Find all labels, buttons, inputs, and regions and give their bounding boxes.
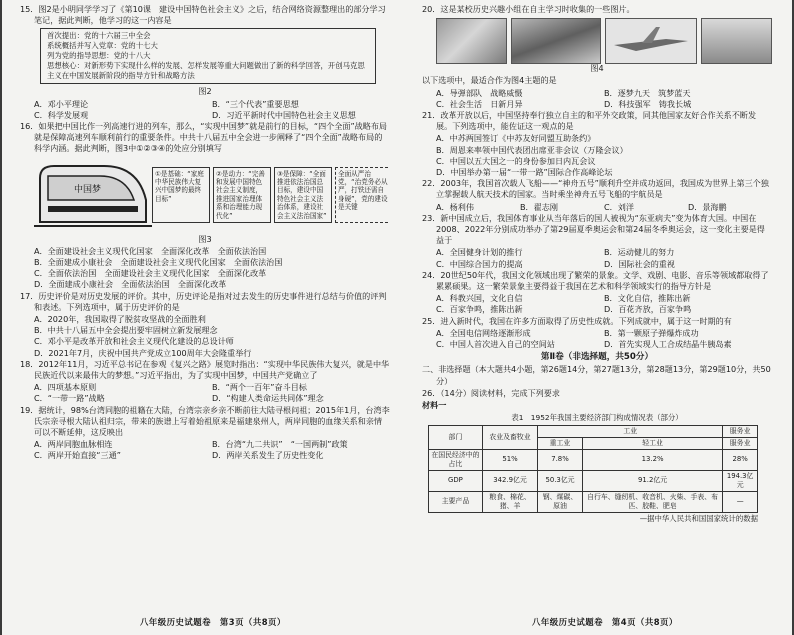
q20-option-c[interactable]: C．社会生活 日新月异 [436, 98, 523, 109]
q23-option-d[interactable]: D．国际社会的重视 [604, 258, 675, 269]
q20-option-d[interactable]: D．科技强军 铸我长城 [604, 98, 692, 109]
material-1-label: 材料一 [422, 400, 447, 411]
q22-option-c[interactable]: C．刘洋 [604, 201, 634, 212]
table-source: —据中华人民共和国国家统计的数据 [639, 513, 758, 523]
figure-4-caption: 图4 [590, 63, 604, 74]
q22-options [422, 202, 772, 213]
share-service: 28% [723, 449, 758, 470]
economy-table [428, 425, 758, 513]
q26-stem: 26．（14分）阅读材料，完成下列要求 [422, 387, 560, 398]
q17-option-a[interactable]: A．2020年，我国取得了脱贫攻坚战的全面胜利 [34, 314, 206, 325]
table-1-caption: 表1 1952年我国主要经济部门构成情况表（部分） [511, 413, 683, 423]
q24-option-b[interactable]: B．文化自信，推陈出新 [604, 293, 691, 304]
q16-option-c[interactable]: C．全面依法治国 全面建设社会主义现代化国家 全面深化改革 [34, 268, 267, 279]
table-row [429, 449, 758, 470]
products-service: — [723, 491, 758, 512]
q25-option-a[interactable]: A．全国电信网络逐渐形成 [436, 327, 531, 338]
q17-options [20, 314, 390, 359]
q22-option-b[interactable]: B．翟志刚 [520, 201, 558, 212]
q24-stem: 24．20世纪50年代，我国文化领域出现了繁荣的景象。文学、戏剧、电影、音乐等领域都取得了累累硕果。这一繁荣景象主要得益于我国在艺术和科学领域实行的指导方针是 [422, 269, 769, 292]
right-page [422, 4, 772, 630]
products-agri: 粮食、棉花、猪、羊 [482, 491, 537, 512]
q22-option-a[interactable]: A．杨利伟 [436, 201, 474, 212]
q20-option-a[interactable]: A．导弹部队 战略威慑 [436, 87, 523, 98]
card-3: ③是保障：“全面推进依法治国总目标，建设中国特色社会主义法治体系，建设社会主义法治国家” [274, 167, 332, 223]
photo-aircraft-carrier [511, 18, 600, 64]
q18-stem: 18．2012年11月，习近平总书记在参观《复兴之路》展览时指出：“实现中华民族伟大复兴，就是中华民族近代以来最伟大的梦想。”习近平指出，为了实现中国梦，中国共产党确立了 [20, 358, 390, 381]
q20-lead: 以下选项中，最适合作为图4主题的是 [422, 75, 557, 86]
q17-option-d[interactable]: D．2021年7月，庆祝中国共产党成立100周年大会隆重举行 [34, 347, 252, 358]
th-light: 轻工业 [582, 437, 722, 449]
q15-options [20, 99, 390, 121]
q25-option-d[interactable]: D．首先实现人工合成结晶牛胰岛素 [604, 339, 732, 350]
q16-stem: 16．如果把中国比作一列高速行进的列车，那么，“实现中国梦”就是前行的目标，“四个全面”战略布局就是保障高速列车顺利前行的重要条件。中共十八届五中全会进一步阐释了“四个全面”战略布局的科学内涵。据此判断，图3中①②③④的处应分别填写 [20, 121, 388, 154]
q15-note-1: 首次提出：党的十六届三中全会 [47, 31, 151, 41]
q21-option-a[interactable]: A．中苏两国签订《中苏友好同盟互助条约》 [436, 133, 596, 144]
q16-option-b[interactable]: B．全面建成小康社会 全面建设社会主义现代化国家 全面依法治国 [34, 257, 283, 268]
gdp-light: 91.2亿元 [582, 470, 722, 491]
q18-option-d[interactable]: D．“构建人类命运共同体”理念 [212, 393, 324, 404]
gdp-heavy: 50.3亿元 [538, 470, 583, 491]
share-heavy: 7.8% [538, 449, 583, 470]
q21-option-b[interactable]: B．周恩来率领中国代表团出席亚非会议（万隆会议） [436, 144, 628, 155]
row-gdp-label: GDP [429, 470, 483, 491]
q15-option-b[interactable]: B．“三个代表”重要思想 [212, 98, 299, 109]
q22-stem: 22．2003年，我国首次载人飞船——“神舟五号”顺利升空并成功返回，我国成为世界上第三个独立掌握载人航天技术的国家。当时乘坐神舟五号飞船的宇航员是 [422, 178, 769, 200]
q19-stem: 19．据统计，98%台湾同胞的祖籍在大陆，台湾宗亲乡亲不断前往大陆寻根问祖；2015年1月，台湾李氏宗亲寻根大陆认祖归宗，带来的族谱上写着始祖原来是福建泉州人，两岸同胞的血缘关系和亲情可以不断延伸，这反映出 [20, 404, 390, 438]
q22-option-d[interactable]: D．景海鹏 [688, 201, 727, 212]
left-page [20, 4, 390, 630]
q23-option-a[interactable]: A．全国健身计划的推行 [436, 247, 523, 258]
train-drawing [34, 160, 152, 230]
q17-stem: 17．历史评价是对历史发展的评价。其中，历史评论是指对过去发生的历史事件进行总结与价值的评判和表述。下列选项中，属于历史评价的是 [20, 290, 387, 312]
q18-option-c[interactable]: C．“一带一路”战略 [34, 393, 105, 404]
figure-3 [34, 158, 390, 232]
q15-note-2: 系统概括并写入党章：党的十七大 [47, 41, 158, 51]
photo-fighter-jet [605, 18, 697, 64]
q21-stem: 21．改革开放以后，中国坚持奉行独立自主的和平外交政策，同其他国家友好合作关系不断发展。下列选项中，能佐证这一观点的是 [422, 110, 757, 132]
q18-option-a[interactable]: A．四项基本原则 [34, 382, 97, 393]
jet-silhouette [606, 19, 696, 63]
figure-3-caption: 图3 [198, 233, 212, 244]
q15-stem: 15．图2是小明同学学习了《第10课 建设中国特色社会主义》之后，结合网络资源整理出的部分学习笔记，据此判断，他学习的这一内容是 [20, 4, 386, 26]
q19-option-c[interactable]: C．两岸开始直接“三通” [34, 450, 121, 461]
table-row [429, 470, 758, 491]
section-2-heading: 二、非选择题（本大题共4小题，第26题14分，第27题13分，第28题13分，第29题10分，共50分） [422, 364, 771, 386]
th-industry: 工业 [538, 425, 723, 437]
share-agri: 51% [482, 449, 537, 470]
q15-notes-box [40, 28, 376, 84]
q16-option-a[interactable]: A．全面建设社会主义现代化国家 全面深化改革 全面依法治国 [34, 245, 267, 256]
th-dept: 部门 [429, 425, 483, 449]
right-page-footer: 八年级历史试题卷 第4页（共8页） [532, 616, 678, 627]
q23-option-c[interactable]: C．中国综合国力的提高 [436, 258, 523, 269]
gdp-service: 194.3亿元 [723, 470, 758, 491]
q15-option-a[interactable]: A．邓小平理论 [34, 98, 89, 109]
q24-options [422, 293, 772, 315]
left-page-footer: 八年级历史试题卷 第3页（共8页） [140, 616, 286, 627]
q23-stem: 23．新中国成立后，我国体育事业从当年落后的国人被视为“东亚病夫”变为体育大国。中国在2008、2022年分别成功举办了第29届夏季奥运会和第24届冬季奥运会，这一变化主要是得益于 [422, 212, 765, 246]
q21-options [422, 133, 772, 178]
q20-option-b[interactable]: B．逐梦九天 筑梦蓝天 [604, 87, 691, 98]
q24-option-d[interactable]: D．百花齐放，百家争鸣 [604, 304, 692, 315]
figure-4-photos [436, 18, 772, 62]
q25-option-c[interactable]: C．中国人首次进入自己的空间站 [436, 339, 555, 350]
train-illustration [34, 160, 152, 230]
card-4: 全面从严治党，“治党务必从严，打铁还需自身硬”，党的建设是关键 [335, 167, 390, 223]
train-label: 中国梦 [74, 184, 102, 195]
photo-rocket-launch [701, 18, 772, 64]
th-service: 服务业 [723, 425, 758, 437]
table-row [429, 491, 758, 512]
q25-option-b[interactable]: B．第一颗原子弹爆炸成功 [604, 327, 699, 338]
q24-option-a[interactable]: A．科教兴国，文化自信 [436, 293, 523, 304]
q23-option-b[interactable]: B．运动健儿的努力 [604, 247, 675, 258]
products-light: 自行车、缝纫机、收音机、火柴、手表、布匹、胶鞋、肥皂 [582, 491, 722, 512]
q18-option-b[interactable]: B．“两个一百年”奋斗目标 [212, 382, 307, 393]
q24-option-c[interactable]: C．百家争鸣，推陈出新 [436, 304, 523, 315]
section-2-title: 第Ⅱ卷（非选择题，共50分） [540, 352, 654, 363]
gdp-agri: 342.9亿元 [482, 470, 537, 491]
q17-option-b[interactable]: B．中共十八届五中全会提出要牢固树立新发展理念 [34, 325, 218, 336]
figure-2-caption: 图2 [198, 86, 212, 97]
exam-sheet [2, 0, 792, 635]
q21-option-d[interactable]: D．中国举办第一届“一带一路”国际合作高峰论坛 [436, 167, 613, 178]
q23-options [422, 247, 772, 269]
q15-option-d[interactable]: D．习近平新时代中国特色社会主义思想 [212, 109, 356, 120]
share-light: 13.2% [582, 449, 722, 470]
row-products-label: 主要产品 [429, 491, 483, 512]
q19-option-a[interactable]: A．两岸同胞血脉相连 [34, 439, 113, 450]
strategy-cards [152, 167, 390, 223]
q21-option-c[interactable]: C．中国以五大国之一的身份参加日内瓦会议 [436, 155, 596, 166]
q15-note-4: 思想核心：对新形势下实现什么样的发展、怎样发展等重大问题做出了新的科学回答，开创马克思主义在中国发展新阶段的指导方针和战略方法 [47, 61, 365, 81]
card-2: ②是动力：“完善和发展中国特色社会主义制度，推进国家治理体系和治理能力现代化” [213, 167, 271, 223]
q25-stem: 25．进入新时代，我国在许多方面取得了历史性成就。下列成就中，属于这一时期的有 [422, 315, 732, 326]
q19-option-d[interactable]: D．两岸关系发生了历史性变化 [212, 450, 324, 461]
th-agri: 农业及畜牧业 [482, 425, 537, 449]
q20-stem: 20．这是某校历史兴趣小组在自主学习时收集的一些图片。 [422, 4, 635, 14]
q15-note-3: 列为党的指导思想：党的十八大 [47, 51, 151, 61]
photo-missile [436, 18, 507, 64]
q16-option-d[interactable]: D．全面建成小康社会 全面依法治国 全面深化改革 [34, 279, 227, 290]
q20-options [422, 88, 772, 110]
q16-options [20, 246, 390, 291]
q19-option-b[interactable]: B．台湾“九二共识” “一国两制”政策 [212, 439, 348, 450]
q15-option-c[interactable]: C．科学发展观 [34, 109, 89, 120]
card-1: ①是基础：“家庭中华民族伟大复兴中国梦的最终目标” [152, 167, 210, 223]
q19-options [20, 439, 390, 461]
products-heavy: 钢、煤碳、原油 [538, 491, 583, 512]
q25-options [422, 328, 772, 350]
q17-option-c[interactable]: C．邓小平是改革开放和社会主义现代化建设的总设计师 [34, 336, 234, 347]
q18-options [20, 382, 390, 404]
row-share-label: 在国民经济中的占比 [429, 449, 483, 470]
th-heavy: 重工业 [538, 437, 583, 449]
th-services: 服务业 [723, 437, 758, 449]
table-header-row [429, 425, 758, 437]
